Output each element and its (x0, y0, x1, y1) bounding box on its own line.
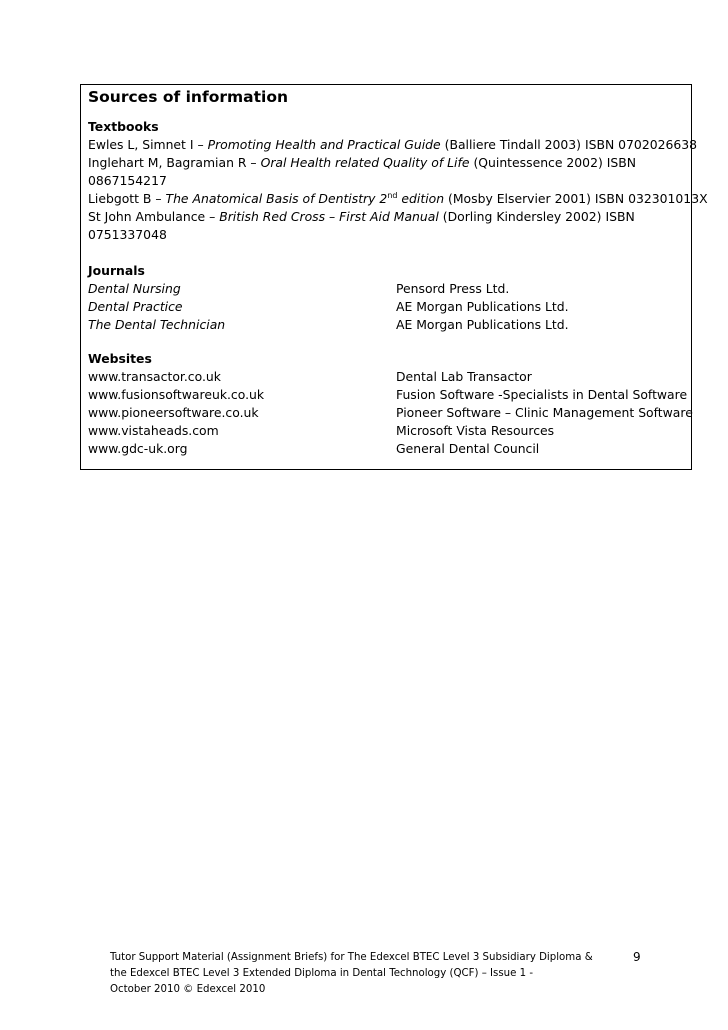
textbook-entry: Ewles L, Simnet I – Promoting Health and Practical Guide (Balliere Tindall 2003) ISBN 0702026638 (88, 137, 698, 152)
journals-heading: Journals (88, 263, 145, 278)
footer-line-3: October 2010 © Edexcel 2010 (110, 984, 266, 995)
website-description: General Dental Council (396, 441, 540, 456)
section-title: Sources of information (88, 88, 289, 106)
page-number: 9 (633, 950, 641, 964)
textbooks-heading: Textbooks (88, 119, 159, 134)
website-url: www.transactor.co.uk (88, 369, 221, 384)
journal-name: The Dental Technician (88, 317, 226, 332)
textbook-entry-continuation: 0867154217 (88, 173, 167, 188)
textbook-entry: St John Ambulance – British Red Cross – First Aid Manual (Dorling Kindersley 2002) ISBN (88, 209, 635, 224)
website-url: www.pioneersoftware.co.uk (88, 405, 259, 420)
website-description: Fusion Software -Specialists in Dental Software (396, 387, 688, 402)
website-url: www.fusionsoftwareuk.co.uk (88, 387, 265, 402)
journal-name: Dental Nursing (88, 281, 181, 296)
websites-heading: Websites (88, 351, 152, 366)
website-description: Microsoft Vista Resources (396, 423, 555, 438)
textbook-entry: Liebgott B – The Anatomical Basis of Dentistry 2nd edition (Mosby Elservier 2001) ISBN 032301013X (88, 191, 708, 206)
footer-line-1: Tutor Support Material (Assignment Briefs) for The Edexcel BTEC Level 3 Subsidiary Diploma & (110, 952, 593, 963)
website-url: www.vistaheads.com (88, 423, 219, 438)
website-description: Dental Lab Transactor (396, 369, 532, 384)
website-description: Pioneer Software – Clinic Management Software (396, 405, 693, 420)
footer-line-2: the Edexcel BTEC Level 3 Extended Diploma in Dental Technology (QCF) – Issue 1 - (110, 968, 534, 979)
journal-name: Dental Practice (88, 299, 183, 314)
journal-publisher: Pensord Press Ltd. (396, 281, 510, 296)
journal-publisher: AE Morgan Publications Ltd. (396, 317, 569, 332)
website-url: www.gdc-uk.org (88, 441, 188, 456)
textbook-entry-continuation: 0751337048 (88, 227, 167, 242)
textbook-entry: Inglehart M, Bagramian R – Oral Health related Quality of Life (Quintessence 2002) ISBN (88, 155, 637, 170)
journal-publisher: AE Morgan Publications Ltd. (396, 299, 569, 314)
